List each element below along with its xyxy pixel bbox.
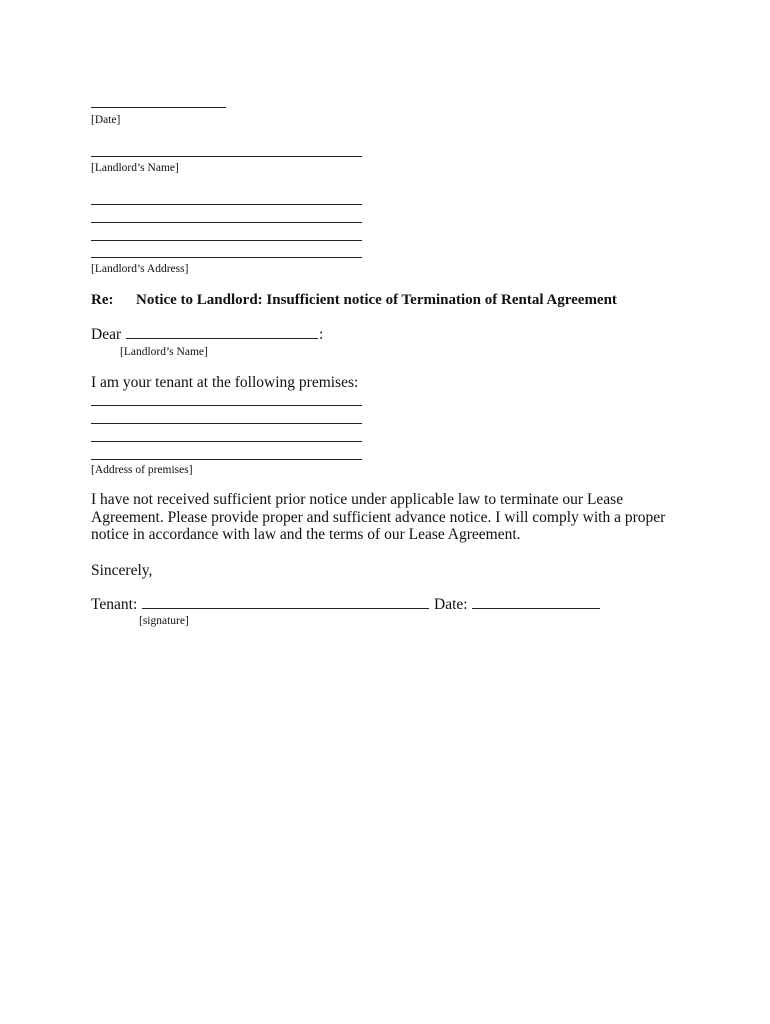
tenant-signature-row	[91, 596, 601, 614]
landlord-name-label: [Landlord’s Name]	[91, 162, 179, 174]
premises-line-4[interactable]	[91, 459, 362, 460]
landlord-name-blank-line[interactable]	[91, 156, 362, 157]
date-label: [Date]	[91, 114, 121, 126]
date-blank-line[interactable]	[91, 107, 226, 108]
salutation-colon: :	[319, 326, 324, 343]
landlord-address-line-3[interactable]	[91, 240, 362, 241]
landlord-address-line-2[interactable]	[91, 222, 362, 223]
closing: Sincerely,	[91, 562, 153, 579]
landlord-address-line-4[interactable]	[91, 257, 362, 258]
body-line-1: I have not received sufficient prior notice under applicable law to terminate our Lease	[91, 491, 624, 508]
salutation-sub-label: [Landlord’s Name]	[120, 346, 208, 358]
landlord-address-line-1[interactable]	[91, 204, 362, 205]
premises-line-1[interactable]	[91, 405, 362, 406]
date-field-line[interactable]	[472, 596, 600, 609]
body-line-3: notice in accordance with law and the terms of our Lease Agreement.	[91, 526, 521, 543]
salutation	[91, 326, 323, 344]
subject-line: Notice to Landlord: Insufficient notice of Termination of Rental Agreement	[136, 292, 617, 308]
tenant-signature-line[interactable]	[142, 596, 429, 609]
re-label: Re:	[91, 292, 114, 308]
salutation-word: Dear	[91, 326, 122, 343]
date-field-label: Date:	[434, 596, 468, 613]
signature-label: [signature]	[139, 615, 189, 627]
body-paragraph	[91, 491, 681, 544]
premises-label: [Address of premises]	[91, 464, 193, 476]
premises-line-3[interactable]	[91, 441, 362, 442]
salutation-blank-line[interactable]	[126, 326, 318, 339]
tenant-label: Tenant:	[91, 596, 138, 613]
landlord-address-label: [Landlord’s Address]	[91, 263, 189, 275]
body-line-2: Agreement. Please provide proper and sufficient advance notice. I will comply with a proper	[91, 508, 666, 526]
premises-intro: I am your tenant at the following premises:	[91, 374, 359, 391]
premises-line-2[interactable]	[91, 423, 362, 424]
